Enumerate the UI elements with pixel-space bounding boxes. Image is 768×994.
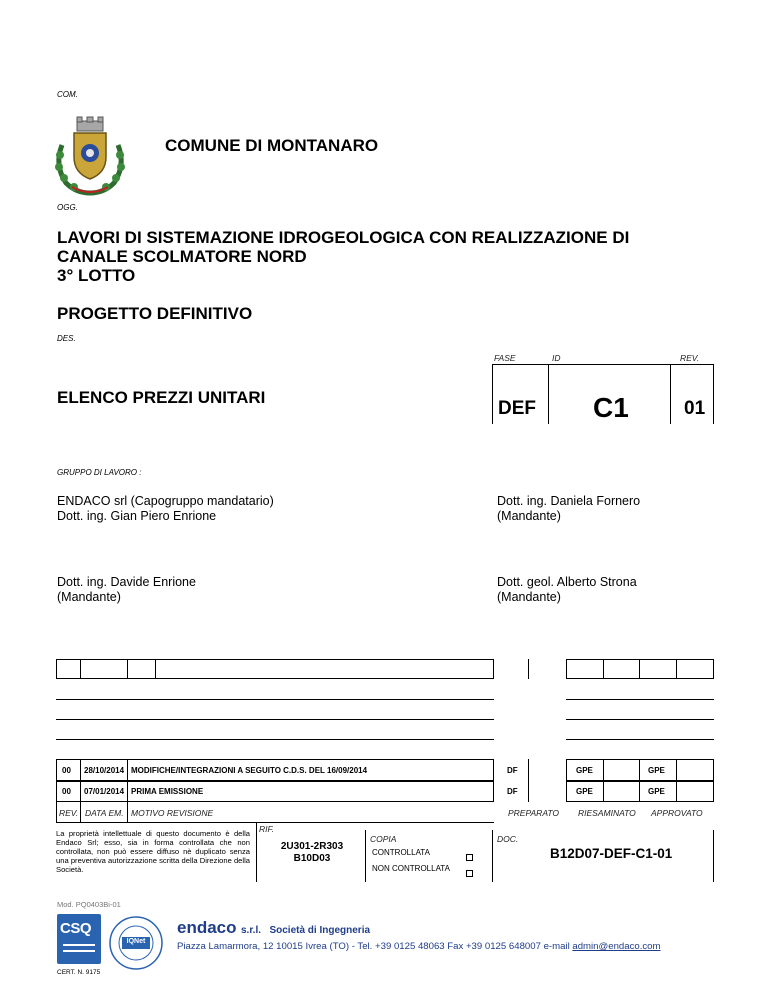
- grid-line: [256, 822, 257, 882]
- grid-line: [80, 659, 81, 679]
- company-email-link[interactable]: admin@endaco.com: [572, 941, 661, 952]
- team-member-1-line1: ENDACO srl (Capogruppo mandatario): [57, 494, 274, 508]
- code-box-left-line: [492, 364, 493, 424]
- coat-of-arms-emblem: [50, 115, 130, 197]
- grid-line: [639, 659, 640, 679]
- id-label: ID: [552, 353, 561, 363]
- grid-line: [365, 830, 366, 882]
- rev-1-number: 00: [62, 766, 71, 775]
- team-member-3-line2: (Mandante): [57, 590, 121, 604]
- subject-line-3: 3° LOTTO: [57, 266, 136, 285]
- grid-line: [56, 822, 494, 823]
- empty-signature-row-top: [566, 659, 714, 679]
- header-approved: APPROVATO: [651, 808, 703, 818]
- grid-line: [528, 759, 529, 802]
- grid-line: [56, 699, 494, 700]
- grid-line: [713, 830, 714, 882]
- company-name-line: [177, 918, 370, 938]
- cert-number: CERT. N. 9175: [57, 969, 101, 976]
- team-member-3: [57, 575, 196, 605]
- empty-revision-row-top: [56, 659, 494, 679]
- code-box-top-line: [492, 364, 714, 365]
- team-member-2-line2: (Mandante): [497, 509, 561, 523]
- team-member-1-line2: Dott. ing. Gian Piero Enrione: [57, 509, 217, 523]
- csq-logo: [57, 914, 101, 964]
- rev-2-reason: PRIMA EMISSIONE: [131, 787, 204, 796]
- rev-1-approved: GPE: [648, 766, 665, 775]
- grid-line: [566, 739, 714, 740]
- company-tagline: Società di Ingegneria: [269, 925, 371, 936]
- code-box-right-line: [713, 364, 714, 424]
- grid-line: [603, 659, 604, 679]
- id-value: C1: [593, 392, 629, 423]
- company-address-line: [177, 941, 661, 952]
- fase-label: FASE: [494, 353, 516, 363]
- team-member-4: [497, 575, 637, 605]
- iqnet-seal: [108, 915, 164, 971]
- code-box-divider-2: [670, 364, 671, 424]
- doc-code: B12D07-DEF-C1-01: [550, 846, 673, 861]
- des-label: DES.: [57, 334, 76, 343]
- non-controllata-label: NON CONTROLLATA: [372, 864, 450, 873]
- rev-2-reviewed: GPE: [576, 787, 593, 796]
- fase-value: DEF: [498, 398, 536, 419]
- header-reviewed: RIESAMINATO: [578, 808, 636, 818]
- rev-value: 01: [684, 398, 706, 419]
- grid-line: [56, 719, 494, 720]
- rev-2-number: 00: [62, 787, 71, 796]
- csq-logo-bar: [63, 944, 95, 946]
- csq-logo-bar: [63, 950, 95, 952]
- copia-label: COPIA: [370, 834, 397, 844]
- code-box-divider-1: [548, 364, 549, 424]
- ogg-label: OGG.: [57, 203, 78, 212]
- rev-label: REV.: [680, 353, 700, 363]
- rev-1-date: 28/10/2014: [84, 766, 125, 775]
- team-member-4-line2: (Mandante): [497, 590, 561, 604]
- iqnet-seal-text: IQNet: [126, 938, 146, 945]
- company-suffix: s.r.l.: [240, 925, 261, 936]
- rif-value-1: 2U301-2R303: [280, 841, 344, 852]
- grid-line: [676, 659, 677, 679]
- com-label: COM.: [57, 90, 78, 99]
- non-controllata-checkbox[interactable]: [466, 864, 473, 882]
- grid-line: [56, 802, 57, 822]
- grid-line: [56, 739, 494, 740]
- document-title: ELENCO PREZZI UNITARI: [57, 388, 266, 407]
- csq-logo-text: CSQ: [60, 920, 92, 937]
- team-label: GRUPPO DI LAVORO :: [57, 468, 142, 477]
- subject-line-2: CANALE SCOLMATORE NORD: [57, 247, 307, 266]
- grid-line: [528, 659, 529, 679]
- rev-2-approved: GPE: [648, 787, 665, 796]
- grid-line: [676, 759, 677, 802]
- doc-label: DOC.: [497, 834, 519, 844]
- header-reason: MOTIVO REVISIONE: [131, 808, 214, 818]
- municipality-name: COMUNE DI MONTANARO: [165, 136, 379, 155]
- rif-value: [262, 841, 362, 865]
- team-member-3-line1: Dott. ing. Davide Enrione: [57, 575, 196, 589]
- rev-2-date: 07/01/2014: [84, 787, 125, 796]
- grid-line: [603, 759, 604, 802]
- team-member-2: [497, 494, 640, 524]
- mod-code: Mod. PQ0403Bi-01: [57, 900, 121, 909]
- rif-label: RIF.: [259, 824, 274, 834]
- company-name: endaco: [177, 918, 237, 937]
- project-phase: PROGETTO DEFINITIVO: [57, 304, 253, 323]
- rif-value-2: B10D03: [293, 853, 331, 864]
- company-address: Piazza Lamarmora, 12 10015 Ivrea (TO) - Tel. +39 0125 48063 Fax +39 0125 648007 e-mail: [177, 941, 573, 952]
- subject-line-1: LAVORI DI SISTEMAZIONE IDROGEOLOGICA CON REALIZZAZIONE DI: [57, 228, 630, 247]
- grid-line: [639, 759, 640, 802]
- grid-line: [566, 699, 714, 700]
- header-rev: REV.: [59, 808, 79, 818]
- team-member-4-line1: Dott. geol. Alberto Strona: [497, 575, 637, 589]
- team-member-2-line1: Dott. ing. Daniela Fornero: [497, 494, 641, 508]
- rev-1-prepared: DF: [507, 766, 518, 775]
- header-date: DATA EM.: [85, 808, 124, 818]
- disclaimer-text: La proprietà intellettuale di questo documento è della Endaco Srl; esso, sia in forma controllata che non controllata, non può essere diffuso nè duplicato senza una preventiva autorizzazione scritta della Direzione della Società.: [56, 829, 250, 874]
- grid-line: [155, 659, 156, 679]
- rev-1-reviewed: GPE: [576, 766, 593, 775]
- team-member-1: [57, 494, 274, 524]
- grid-line: [127, 659, 128, 679]
- subject-title: [57, 228, 629, 285]
- rev-2-prepared: DF: [507, 787, 518, 796]
- grid-line: [492, 830, 493, 882]
- controllata-label: CONTROLLATA: [372, 848, 430, 857]
- grid-line: [566, 719, 714, 720]
- header-prepared: PREPARATO: [508, 808, 560, 818]
- rev-1-reason: MODIFICHE/INTEGRAZIONI A SEGUITO C.D.S. DEL 16/09/2014: [131, 766, 368, 775]
